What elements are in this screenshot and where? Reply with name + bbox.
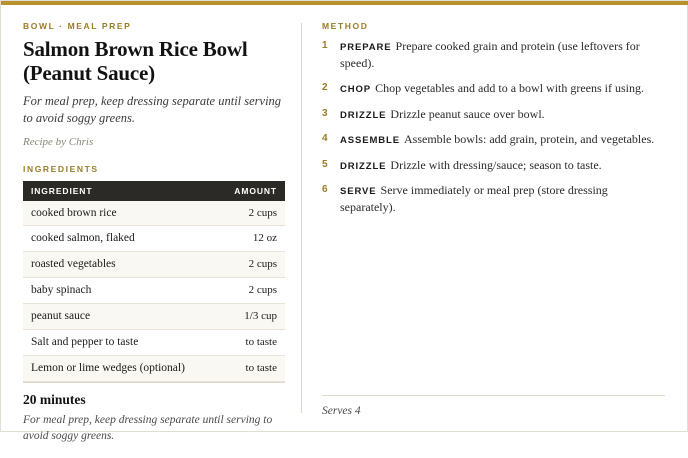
category-eyebrow: BOWL · MEAL PREP — [23, 21, 132, 31]
right-column — [302, 21, 665, 431]
step-text: Drizzle peanut sauce over bowl. — [390, 106, 545, 121]
method-steps — [322, 38, 665, 224]
step-verb: DRIZZLE — [340, 160, 387, 172]
recipe-subtitle: For meal prep, keep dressing separate until serving to avoid soggy greens. — [23, 94, 282, 126]
step-body — [340, 182, 665, 215]
step-number: 3 — [322, 107, 328, 119]
step-number: 2 — [322, 82, 328, 94]
table-row — [23, 226, 285, 252]
step-text: Prepare cooked grain and protein (use leftovers for speed). — [340, 39, 640, 70]
step-verb: ASSEMBLE — [340, 135, 400, 147]
list-item — [322, 38, 665, 71]
step-verb: DRIZZLE — [340, 109, 387, 121]
ingredient-name: Salt and pepper to taste — [23, 330, 218, 356]
ingredient-amount: to taste — [218, 330, 285, 356]
column-header-ingredient: INGREDIENT — [23, 181, 218, 201]
table-header-row — [23, 181, 285, 201]
table-row — [23, 278, 285, 304]
step-body — [340, 80, 665, 97]
page-title: Salmon Brown Rice Bowl (Peanut Sauce) — [23, 37, 248, 85]
step-body — [340, 157, 665, 174]
list-item — [322, 182, 665, 215]
ingredient-amount: 1/3 cup — [218, 304, 285, 330]
table-row — [23, 356, 285, 382]
ingredient-name: baby spinach — [23, 278, 218, 304]
step-text: Chop vegetables and add to a bowl with greens if using. — [375, 81, 645, 96]
step-text: Drizzle with dressing/sauce; season to taste. — [390, 157, 602, 172]
step-text: Assemble bowls: add grain, protein, and vegetables. — [403, 132, 655, 147]
ingredient-amount: 2 cups — [218, 278, 285, 304]
ingredients-table-head — [23, 181, 285, 201]
ingredient-amount: 2 cups — [218, 201, 285, 226]
ingredient-amount: 12 oz — [218, 226, 285, 252]
table-row — [23, 304, 285, 330]
table-row — [23, 252, 285, 278]
column-header-amount: AMOUNT — [218, 181, 285, 201]
accent-top-rule — [1, 1, 688, 5]
ingredient-name: cooked salmon, flaked — [23, 226, 218, 252]
serves-text: Serves 4 — [322, 395, 665, 417]
step-number: 6 — [322, 184, 328, 196]
right-footer — [322, 395, 665, 431]
ingredients-label: INGREDIENTS — [23, 163, 99, 174]
left-footer — [23, 382, 285, 458]
footer-note: For meal prep, keep dressing separate until serving to avoid soggy greens. — [23, 414, 273, 443]
step-verb: PREPARE — [340, 42, 392, 53]
ingredient-amount: 2 cups — [218, 252, 285, 278]
table-row — [23, 201, 285, 226]
step-body — [340, 131, 665, 148]
step-number: 5 — [322, 158, 328, 170]
method-label: METHOD — [322, 21, 369, 31]
step-number: 4 — [322, 133, 328, 145]
ingredients-table — [23, 181, 285, 383]
table-row — [23, 330, 285, 356]
step-body — [340, 38, 665, 71]
ingredient-name: cooked brown rice — [23, 201, 218, 226]
list-item — [322, 106, 665, 123]
ingredients-table-body — [23, 201, 285, 382]
step-number: 1 — [322, 40, 328, 51]
list-item — [322, 80, 665, 97]
step-body — [340, 106, 665, 123]
step-verb: CHOP — [340, 84, 372, 96]
list-item — [322, 131, 665, 148]
ingredient-name: roasted vegetables — [23, 252, 218, 278]
left-column — [23, 21, 301, 443]
recipe-byline: Recipe by Chris — [23, 135, 94, 148]
list-item — [322, 157, 665, 174]
card-columns — [1, 1, 687, 443]
ingredient-amount: to taste — [218, 356, 285, 382]
total-time: 20 minutes — [23, 392, 86, 408]
step-text: Serve immediately or meal prep (store dressing separately). — [340, 183, 608, 214]
footer-divider — [23, 382, 285, 383]
step-verb: SERVE — [340, 186, 377, 198]
ingredient-name: Lemon or lime wedges (optional) — [23, 356, 218, 382]
ingredient-name: peanut sauce — [23, 304, 218, 330]
